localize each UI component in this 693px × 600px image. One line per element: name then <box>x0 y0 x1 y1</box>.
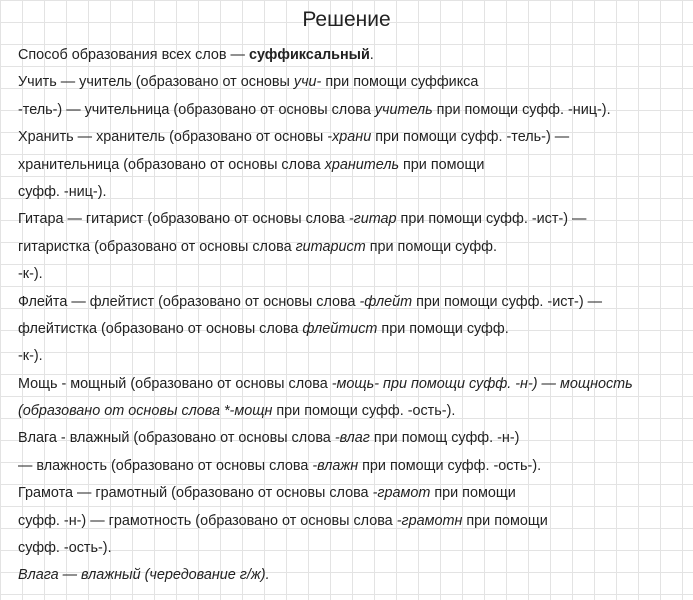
text-line <box>18 371 683 398</box>
text-segment: суфф. -ниц-). <box>18 183 107 200</box>
text-line <box>18 535 683 562</box>
italic-segment: -грамотн <box>396 512 463 529</box>
italic-segment: флейтист <box>302 320 378 337</box>
solution-text <box>18 42 683 590</box>
text-line <box>18 179 683 206</box>
text-line <box>18 562 683 589</box>
text-segment: Учить — учитель (образовано от основы <box>18 74 294 91</box>
text-line <box>18 42 683 69</box>
text-segment: при помощ суфф. -н-) <box>369 430 520 447</box>
text-segment: Грамота — грамотный (образовано от основы слова <box>18 485 373 502</box>
text-line <box>18 316 683 343</box>
text-line <box>18 124 683 151</box>
text-line <box>18 343 683 370</box>
text-segment: Способ образования всех слов — <box>18 47 249 63</box>
text-segment: -тель-) — учительница (образовано от основы слова <box>18 101 375 118</box>
text-segment: Хранить — хранитель (образовано от основы <box>18 129 328 146</box>
text-segment: -к-). <box>18 266 43 283</box>
text-segment: Влага - влажный (образовано от основы слова <box>18 430 335 447</box>
text-line <box>18 398 683 425</box>
italic-segment: -влажн <box>312 457 359 474</box>
text-line <box>18 206 683 233</box>
text-segment: при помощи <box>462 512 548 529</box>
text-segment: при помощи суфф. <box>377 320 509 337</box>
text-line <box>18 480 683 507</box>
italic-segment: -флейт <box>359 293 413 310</box>
text-segment: при помощи суфф. -ость-). <box>358 457 542 474</box>
text-line <box>18 453 683 480</box>
italic-segment: -гитар <box>348 211 397 228</box>
italic-segment: Влага — влажный (чередование г/ж). <box>18 567 270 584</box>
text-segment: Гитара — гитарист (образовано от основы слова <box>18 211 349 228</box>
text-segment: — влажность (образовано от основы слова <box>18 457 313 474</box>
text-line <box>18 97 683 124</box>
text-line <box>18 261 683 288</box>
text-segment: при помощи <box>430 485 516 502</box>
text-segment: хранительница (образовано от основы слова <box>18 156 325 173</box>
italic-segment: -влаг <box>334 430 370 447</box>
italic-segment: -храни <box>327 129 372 146</box>
text-line <box>18 425 683 452</box>
text-segment: при помощи суфф. -ость-). <box>272 403 456 420</box>
text-line <box>18 234 683 261</box>
text-segment: Мощь - мощный (образовано от основы слова <box>18 375 332 392</box>
text-segment: при помощи суфф. -ниц-). <box>432 101 611 118</box>
text-segment: при помощи суфф. -тель-) — <box>371 129 570 146</box>
bold-segment: суффиксальный <box>248 47 370 63</box>
text-segment: суфф. -н-) — грамотность (образовано от основы слова <box>18 512 397 529</box>
italic-segment: учитель <box>374 101 433 118</box>
text-segment: . <box>369 47 374 63</box>
text-line <box>18 289 683 316</box>
text-line <box>18 69 683 96</box>
text-segment: при помощи суффикса <box>321 74 479 91</box>
text-segment: при помощи суфф. -ист-) — <box>396 211 587 228</box>
text-line <box>18 508 683 535</box>
text-segment: флейтистка (образовано от основы слова <box>18 320 303 337</box>
text-segment: Флейта — флейтист (образовано от основы слова <box>18 293 360 310</box>
text-segment: при помощи суфф. -ист-) — <box>412 293 603 310</box>
italic-segment: -грамот <box>372 485 431 502</box>
italic-segment: -мощь- при помощи суфф. -н-) — мощность <box>331 375 633 392</box>
italic-segment: учи- <box>293 74 322 91</box>
text-line <box>18 152 683 179</box>
text-segment: при помощи <box>399 156 485 173</box>
text-segment: -к-). <box>18 348 43 365</box>
text-segment: при помощи суфф. <box>365 238 498 255</box>
page-title: Решение <box>302 8 391 31</box>
italic-segment: хранитель <box>324 156 400 173</box>
text-segment: гитаристка (образовано от основы слова <box>18 238 296 255</box>
text-segment: суфф. -ость-). <box>18 540 112 557</box>
italic-segment: гитарист <box>295 238 366 255</box>
italic-segment: (образовано от основы слова *-мощн <box>18 403 273 420</box>
